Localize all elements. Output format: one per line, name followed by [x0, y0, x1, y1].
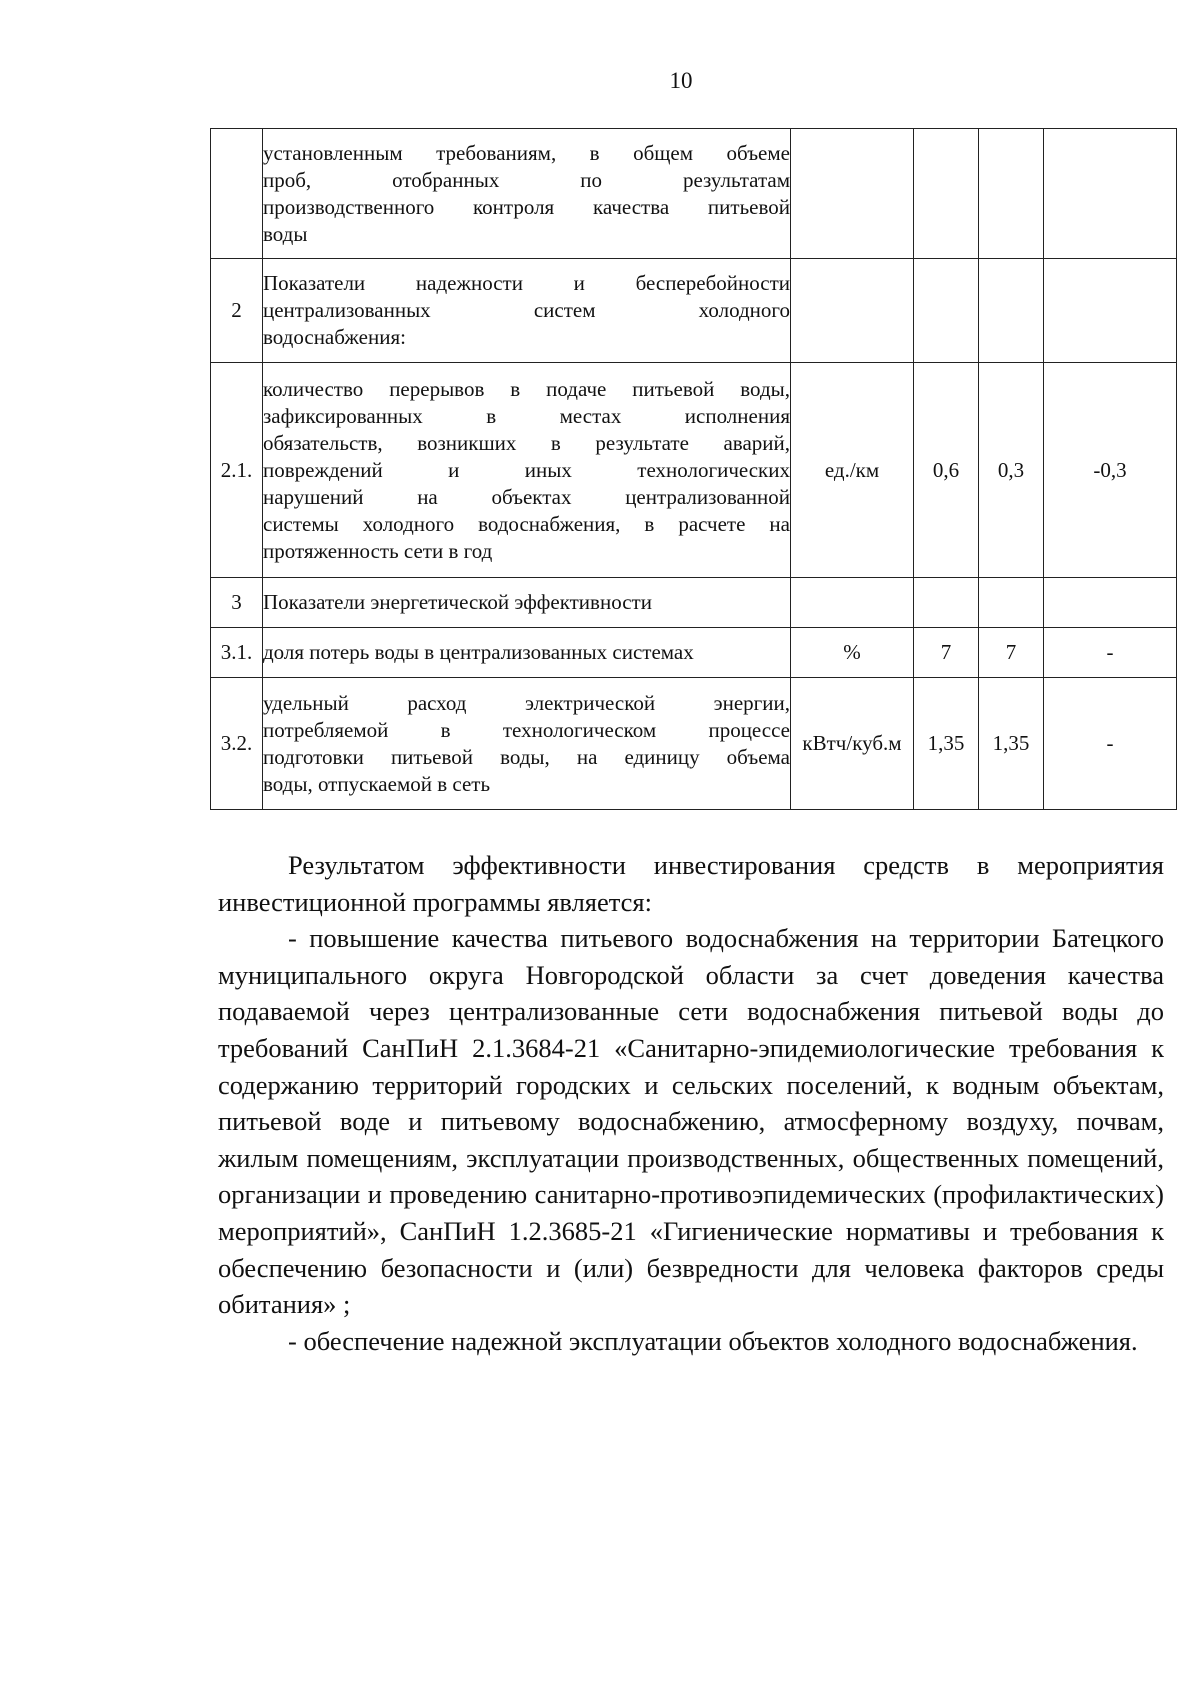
value-cell — [979, 259, 1044, 363]
description-line: системы холодного водоснабжения, в расчете на — [263, 511, 790, 536]
table-row — [211, 363, 1177, 578]
table-row — [211, 259, 1177, 363]
value-cell — [979, 578, 1044, 628]
table-row — [211, 678, 1177, 810]
description-line: воды — [263, 221, 308, 246]
description-line: водоснабжения: — [263, 325, 406, 349]
description-line: зафиксированных в местах исполнения — [263, 403, 790, 428]
description-line: доля потерь воды в централизованных системах — [263, 640, 694, 664]
description-line: воды, отпускаемой в сеть — [263, 771, 491, 796]
description-line: Показатели энергетической эффективности — [263, 590, 652, 614]
difference-cell — [1044, 578, 1177, 628]
description-line: нарушений на объектах централизованной — [263, 484, 790, 509]
table-row — [211, 578, 1177, 628]
row-number: 3.2. — [211, 678, 263, 810]
indicator-description — [263, 678, 791, 810]
description-line: подготовки питьевой воды, на единицу объема — [263, 744, 790, 769]
value-cell — [914, 259, 979, 363]
indicator-description — [263, 363, 791, 578]
indicator-description — [263, 259, 791, 363]
description-line: потребляемой в технологическом процессе — [263, 717, 790, 742]
difference-cell: -0,3 — [1044, 363, 1177, 578]
description-line: удельный расход электрической энергии, — [263, 690, 790, 715]
indicator-description — [263, 628, 791, 678]
unit-cell: ед./км — [791, 363, 914, 578]
difference-cell: - — [1044, 678, 1177, 810]
difference-cell — [1044, 129, 1177, 259]
paragraph-intro: Результатом эффективности инвестирования средств в мероприятия инвестиционной программы является: — [218, 850, 1164, 917]
indicator-description — [263, 129, 791, 259]
row-number: 2.1. — [211, 363, 263, 578]
table-row — [211, 628, 1177, 678]
value-cell: 0,3 — [979, 363, 1044, 578]
unit-cell: кВтч/куб.м — [791, 678, 914, 810]
table-row — [211, 129, 1177, 259]
row-number — [211, 129, 263, 259]
description-line: производственного контроля качества питьевой — [263, 194, 790, 219]
value-cell — [914, 578, 979, 628]
description-line: централизованных систем холодного — [263, 298, 790, 322]
value-cell: 7 — [914, 628, 979, 678]
row-number: 3.1. — [211, 628, 263, 678]
indicator-description — [263, 578, 791, 628]
value-cell: 1,35 — [914, 678, 979, 810]
row-number: 2 — [211, 259, 263, 363]
row-number: 3 — [211, 578, 263, 628]
description-line: количество перерывов в подаче питьевой воды, — [263, 376, 790, 401]
indicators-table — [210, 128, 1177, 810]
description-line: проб, отобранных по результатам — [263, 167, 790, 192]
description-line: Показатели надежности и бесперебойности — [263, 271, 790, 295]
page-number: 10 — [669, 68, 693, 93]
conclusion-text — [218, 847, 1164, 1359]
difference-cell — [1044, 259, 1177, 363]
paragraph-reliability: - обеспечение надежной эксплуатации объектов холодного водоснабжения. — [288, 1325, 1138, 1356]
description-line: обязательств, возникших в результате аварий, — [263, 430, 790, 455]
difference-cell: - — [1044, 628, 1177, 678]
value-cell: 7 — [979, 628, 1044, 678]
description-line: протяженность сети в год — [263, 538, 493, 563]
value-cell: 0,6 — [914, 363, 979, 578]
unit-cell — [791, 129, 914, 259]
description-line: повреждений и иных технологических — [263, 457, 790, 482]
value-cell — [979, 129, 1044, 259]
unit-cell: % — [791, 628, 914, 678]
value-cell — [914, 129, 979, 259]
description-line: установленным требованиям, в общем объеме — [263, 140, 790, 165]
value-cell: 1,35 — [979, 678, 1044, 810]
unit-cell — [791, 259, 914, 363]
unit-cell — [791, 578, 914, 628]
paragraph-quality: - повышение качества питьевого водоснабжения на территории Батецкого муниципального округа Новгородской области за счет доведения качества подаваемой через централизованные сети водоснабжения питьевой воды до требований СанПиН 2.1.3684-21 «Санитарно-эпидемиологические требования к содержанию территорий городских и сельских поселений, к водным объектам, питьевой воде и питьевому водоснабжению, атмосферному воздуху, почвам, жилым помещениям, эксплуатации производственных, общественных помещений, организации и проведению санитарно-противоэпидемических (профилактических) мероприятий», СанПиН 1.2.3685-21 «Гигиенические нормативы и требования к обеспечению безопасности и (или) безвредности для человека факторов среды обитания» ; — [218, 923, 1164, 1320]
